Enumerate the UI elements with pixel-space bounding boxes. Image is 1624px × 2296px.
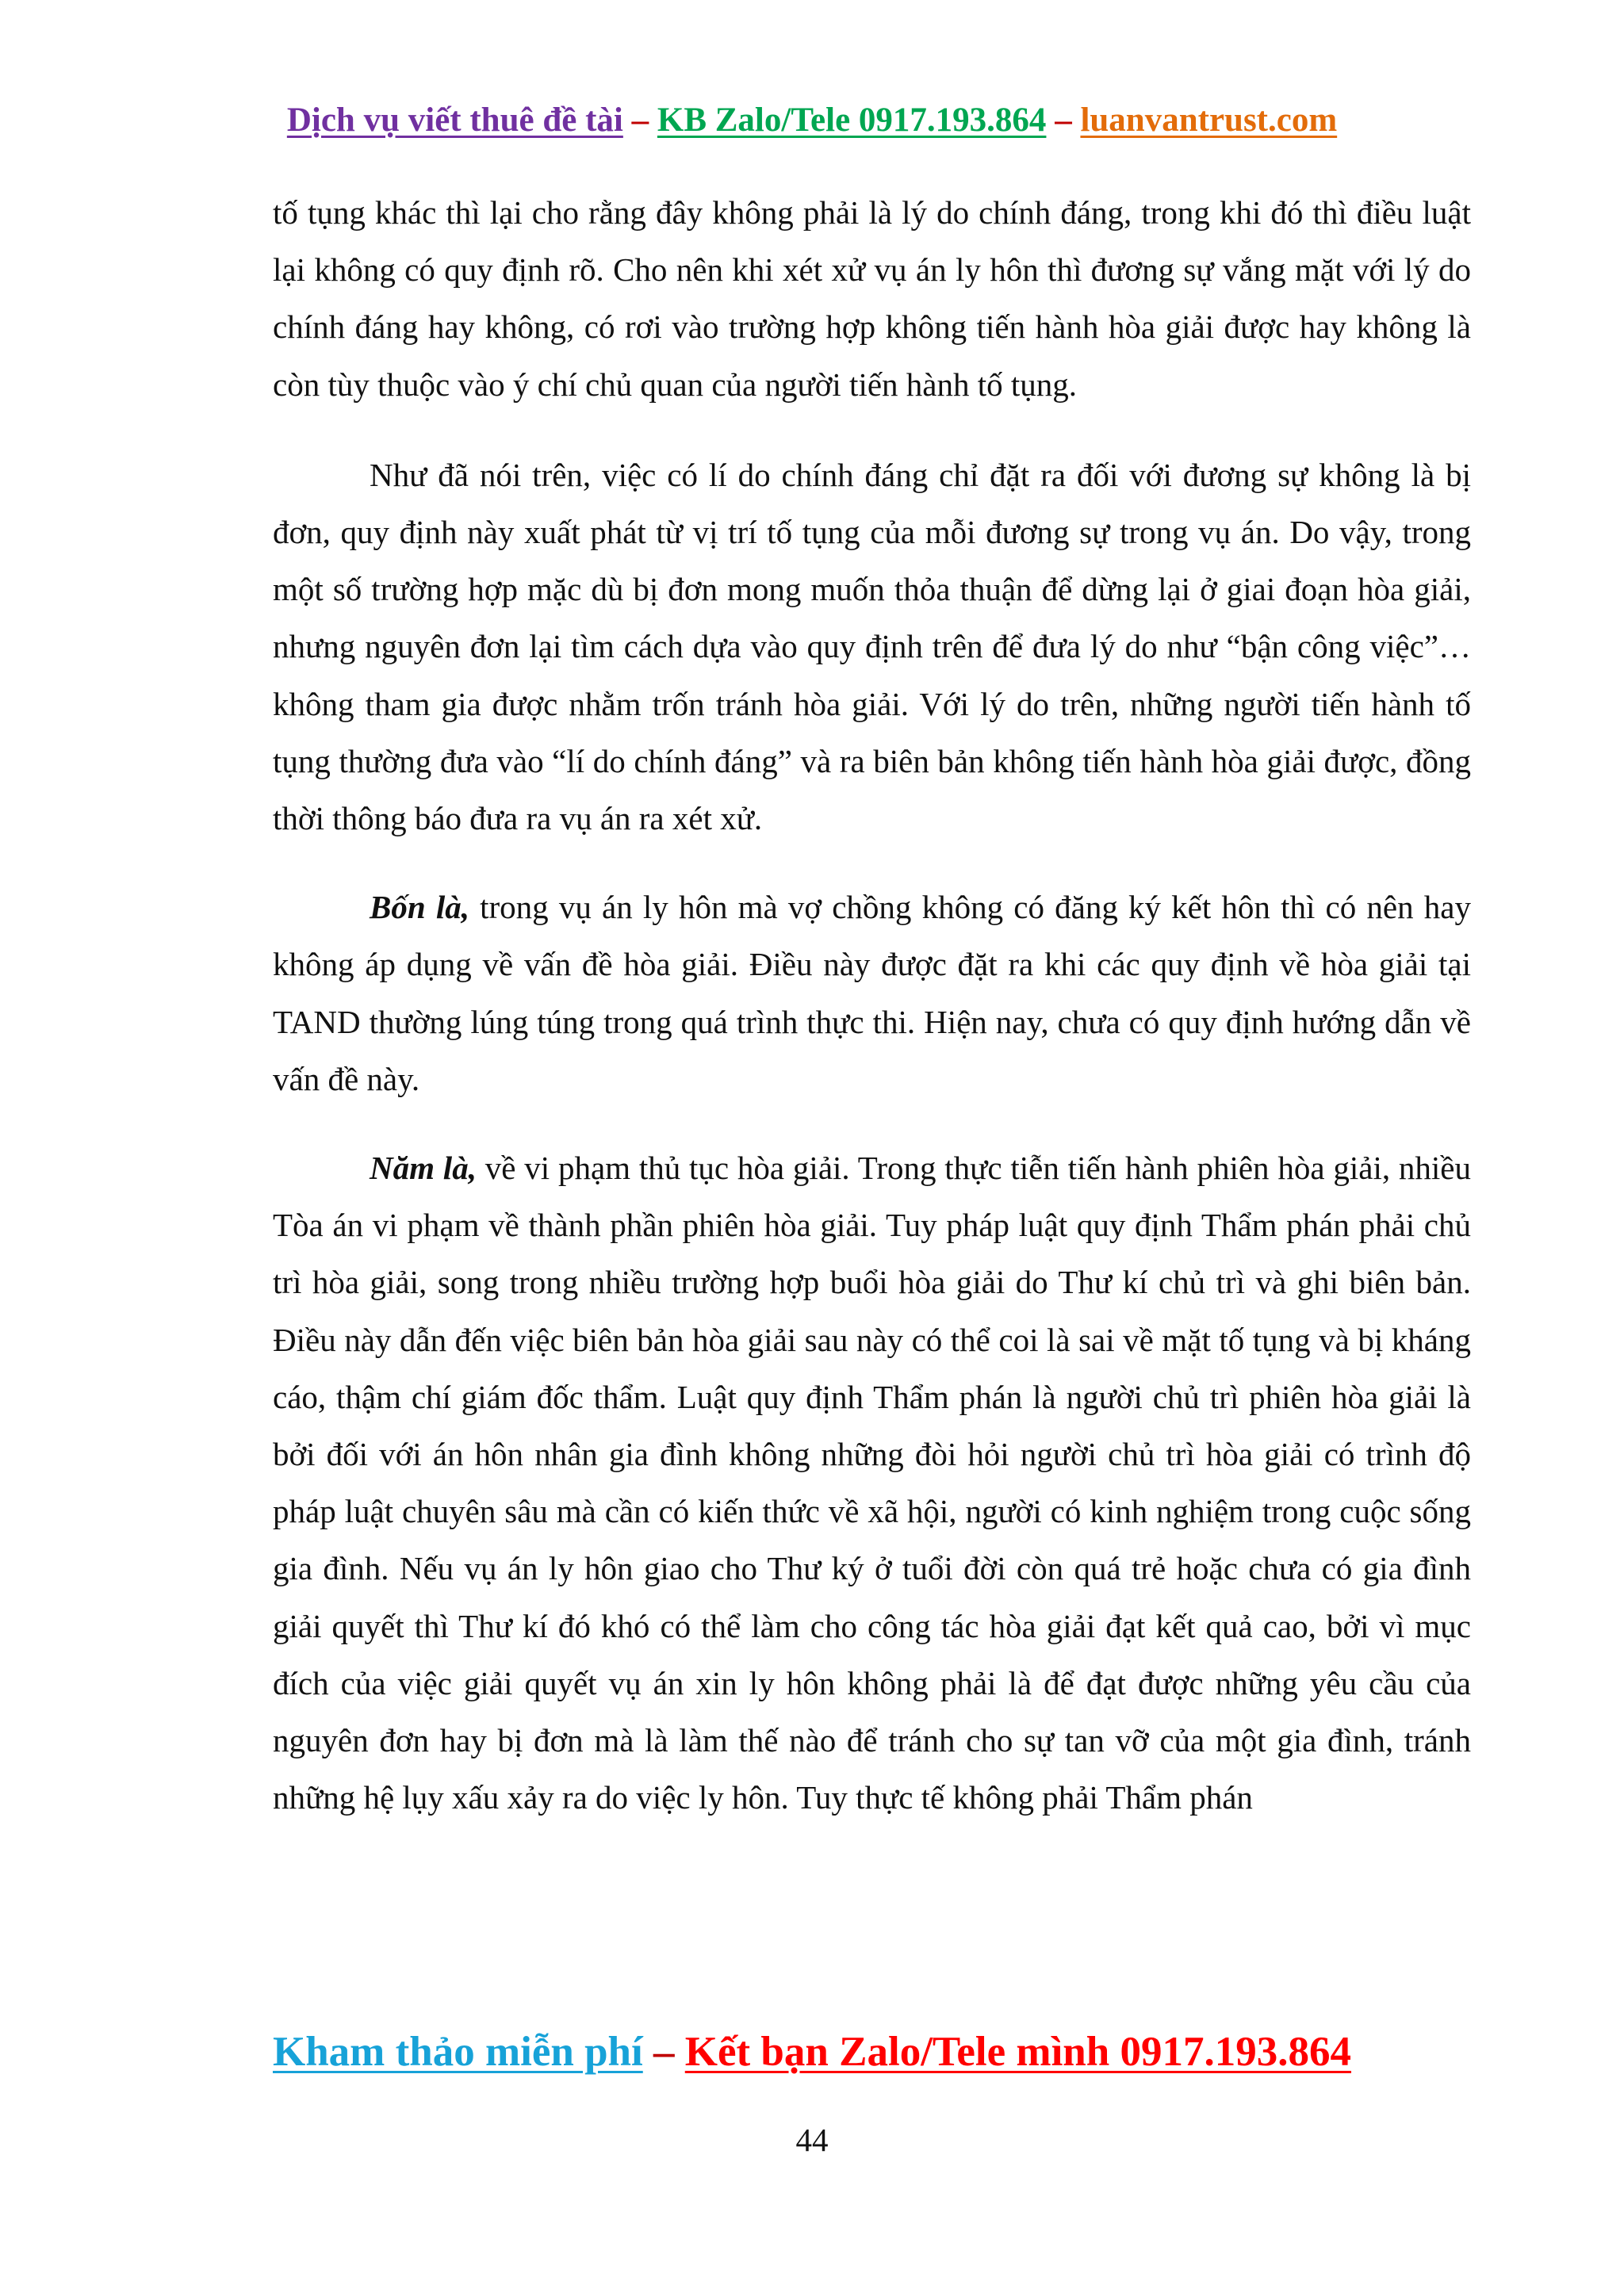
page-header [0, 97, 1624, 144]
paragraph [273, 1139, 1471, 1826]
footer-separator: – [642, 2029, 685, 2075]
paragraph-text: về vi phạm thủ tục hòa giải. Trong thực tiễn tiến hành phiên hòa giải, nhiều Tòa án vi phạm về thành phần phiên hòa giải. Tuy pháp luật quy định Thẩm phán phải chủ trì hòa giải, song trong nhiều trường hợp buổi hòa giải do Thư kí chủ trì và ghi biên bản. Điều này dẫn đến việc biên bản hòa giải sau này có thể coi là sai về mặt tố tụng và bị kháng cáo, thậm chí giám đốc thẩm. Luật quy định Thẩm phán là người chủ trì phiên hòa giải là bởi đối với án hôn nhân gia đình không những đòi hỏi người chủ trì hòa giải có trình độ pháp luật chuyên sâu mà cần có kiến thức về xã hội, người có kinh nghiệm trong cuộc sống gia đình. Nếu vụ án ly hôn giao cho Thư ký ở tuổi đời còn quá trẻ hoặc chưa có gia đình giải quyết thì Thư kí đó khó có thể làm cho công tác hòa giải đạt kết quả cao, bởi vì mục đích của việc giải quyết vụ án xin ly hôn không phải là để đạt được những yêu cầu của nguyên đơn hay bị đơn mà là làm thế nào để tránh cho sự tan vỡ của một gia đình, tránh những hệ lụy xấu xảy ra do việc ly hôn. Tuy thực tế không phải Thẩm phán [273, 1150, 1471, 1816]
document-body [273, 184, 1471, 1858]
paragraph [273, 878, 1471, 1108]
paragraph-lead: Bốn là, [370, 889, 469, 926]
header-separator: – [622, 101, 657, 139]
paragraph-text: trong vụ án ly hôn mà vợ chồng không có đăng ký kết hôn thì có nên hay không áp dụng về vấn đề hòa giải. Điều này được đặt ra khi các quy định về hòa giải tại TAND thường lúng túng trong quá trình thực thi. Hiện nay, chưa có quy định hướng dẫn về vấn đề này. [273, 889, 1471, 1097]
add-friend-link[interactable]: Kết bạn Zalo/Tele mình 0917.193.864 [684, 2029, 1352, 2075]
page-number: 44 [795, 2122, 829, 2158]
paragraph: Như đã nói trên, việc có lí do chính đáng chỉ đặt ra đối với đương sự không là bị đơn, quy định này xuất phát từ vị trí tố tụng của mỗi đương sự trong vụ án. Do vậy, trong một số trường hợp mặc dù bị đơn mong muốn thỏa thuận để dừng lại ở giai đoạn hòa giải, nhưng nguyên đơn lại tìm cách dựa vào quy định trên để đưa lý do như “bận công việc”…không tham gia được nhằm trốn tránh hòa giải. Với lý do trên, những người tiến hành tố tụng thường đưa vào “lí do chính đáng” và ra biên bản không tiến hành hòa giải được, đồng thời thông báo đưa ra vụ án ra xét xử. [273, 456, 1471, 837]
paragraph: tố tụng khác thì lại cho rằng đây không phải là lý do chính đáng, trong khi đó thì điều luật lại không có quy định rõ. Cho nên khi xét xử vụ án ly hôn thì đương sự vắng mặt với lý do chính đáng hay không, có rơi vào trường hợp không tiến hành hòa giải được hay không là còn tùy thuộc vào ý chí chủ quan của người tiến hành tố tụng. [273, 194, 1471, 403]
free-reference-link[interactable]: Kham thảo miễn phí [272, 2029, 643, 2075]
service-link[interactable]: Dịch vụ viết thuê đề tài [286, 101, 623, 139]
header-separator: – [1046, 101, 1081, 139]
paragraph-lead: Năm là, [370, 1150, 477, 1187]
page-footer [0, 2024, 1624, 2080]
website-link[interactable]: luanvantrust.com [1080, 101, 1338, 139]
contact-link[interactable]: KB Zalo/Tele 0917.193.864 [657, 101, 1047, 139]
